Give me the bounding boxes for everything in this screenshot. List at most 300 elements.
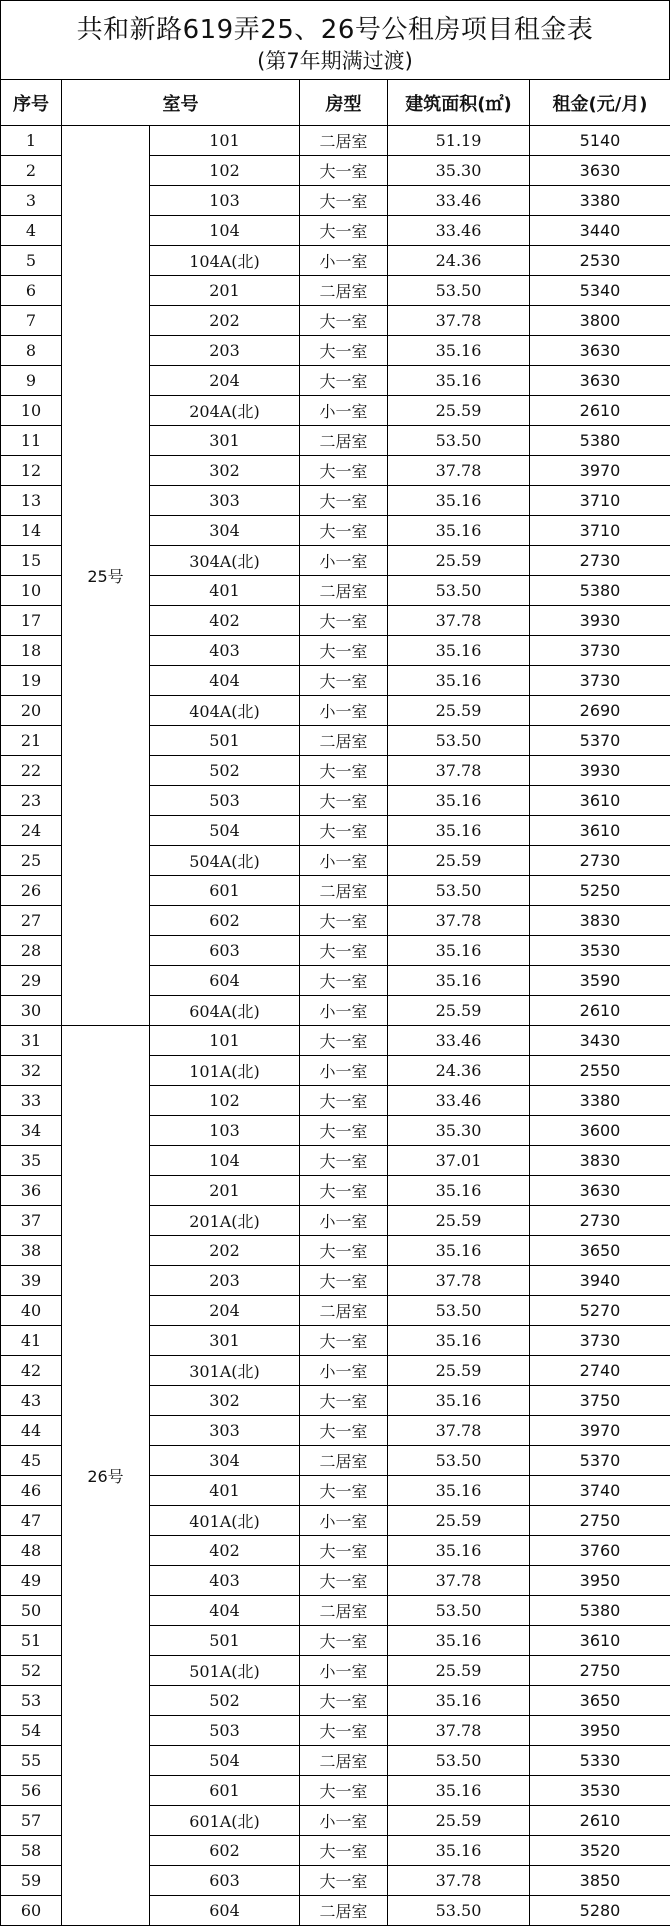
area-cell: 35.16	[388, 1836, 530, 1866]
room-cell: 503	[150, 1716, 300, 1746]
building-cell: 25号	[62, 126, 150, 1026]
area-cell: 35.16	[388, 1536, 530, 1566]
type-cell: 大一室	[300, 936, 388, 966]
rent-cell: 3650	[530, 1236, 670, 1266]
room-cell: 604	[150, 1896, 300, 1926]
room-cell: 403	[150, 1566, 300, 1596]
room-cell: 301	[150, 1326, 300, 1356]
seq-cell: 20	[1, 696, 62, 726]
room-cell: 201	[150, 276, 300, 306]
rent-cell: 5270	[530, 1296, 670, 1326]
area-cell: 35.30	[388, 1116, 530, 1146]
seq-cell: 49	[1, 1566, 62, 1596]
seq-cell: 8	[1, 336, 62, 366]
area-cell: 37.01	[388, 1146, 530, 1176]
area-cell: 24.36	[388, 1056, 530, 1086]
room-cell: 601	[150, 876, 300, 906]
rent-cell: 5250	[530, 876, 670, 906]
seq-cell: 33	[1, 1086, 62, 1116]
type-cell: 大一室	[300, 306, 388, 336]
type-cell: 大一室	[300, 1026, 388, 1056]
area-cell: 53.50	[388, 426, 530, 456]
type-cell: 大一室	[300, 666, 388, 696]
area-cell: 35.16	[388, 966, 530, 996]
seq-cell: 57	[1, 1806, 62, 1836]
room-cell: 402	[150, 606, 300, 636]
seq-cell: 30	[1, 996, 62, 1026]
seq-cell: 28	[1, 936, 62, 966]
room-cell: 201A(北)	[150, 1206, 300, 1236]
area-cell: 33.46	[388, 1026, 530, 1056]
room-cell: 603	[150, 936, 300, 966]
rent-table	[0, 79, 670, 1926]
room-cell: 404	[150, 666, 300, 696]
seq-cell: 10	[1, 576, 62, 606]
type-cell: 大一室	[300, 1716, 388, 1746]
type-cell: 大一室	[300, 156, 388, 186]
header-type: 房型	[300, 80, 388, 126]
area-cell: 25.59	[388, 1356, 530, 1386]
type-cell: 大一室	[300, 1686, 388, 1716]
rent-cell: 3610	[530, 1626, 670, 1656]
room-cell: 404	[150, 1596, 300, 1626]
rent-cell: 3930	[530, 606, 670, 636]
room-cell: 302	[150, 456, 300, 486]
area-cell: 35.16	[388, 1686, 530, 1716]
type-cell: 大一室	[300, 336, 388, 366]
area-cell: 37.78	[388, 1266, 530, 1296]
seq-cell: 46	[1, 1476, 62, 1506]
room-cell: 303	[150, 1416, 300, 1446]
area-cell: 53.50	[388, 276, 530, 306]
room-cell: 303	[150, 486, 300, 516]
type-cell: 小一室	[300, 996, 388, 1026]
seq-cell: 18	[1, 636, 62, 666]
area-cell: 35.16	[388, 1386, 530, 1416]
area-cell: 33.46	[388, 1086, 530, 1116]
type-cell: 大一室	[300, 1866, 388, 1896]
area-cell: 37.78	[388, 906, 530, 936]
area-cell: 53.50	[388, 1446, 530, 1476]
rent-cell: 3520	[530, 1836, 670, 1866]
area-cell: 35.16	[388, 366, 530, 396]
seq-cell: 34	[1, 1116, 62, 1146]
area-cell: 37.78	[388, 1566, 530, 1596]
rent-cell: 2690	[530, 696, 670, 726]
type-cell: 小一室	[300, 1806, 388, 1836]
seq-cell: 14	[1, 516, 62, 546]
table-row	[1, 126, 670, 156]
rent-cell: 5140	[530, 126, 670, 156]
rent-cell: 3610	[530, 816, 670, 846]
room-cell: 502	[150, 756, 300, 786]
type-cell: 二居室	[300, 276, 388, 306]
room-cell: 102	[150, 156, 300, 186]
room-cell: 202	[150, 1236, 300, 1266]
seq-cell: 50	[1, 1596, 62, 1626]
room-cell: 101	[150, 1026, 300, 1056]
area-cell: 25.59	[388, 1656, 530, 1686]
area-cell: 37.78	[388, 456, 530, 486]
area-cell: 53.50	[388, 1596, 530, 1626]
room-cell: 101A(北)	[150, 1056, 300, 1086]
type-cell: 大一室	[300, 486, 388, 516]
header-area: 建筑面积(㎡)	[388, 80, 530, 126]
rent-cell: 3440	[530, 216, 670, 246]
room-cell: 203	[150, 1266, 300, 1296]
seq-cell: 31	[1, 1026, 62, 1056]
seq-cell: 39	[1, 1266, 62, 1296]
area-cell: 37.78	[388, 606, 530, 636]
type-cell: 大一室	[300, 186, 388, 216]
type-cell: 大一室	[300, 216, 388, 246]
rent-cell: 2750	[530, 1656, 670, 1686]
seq-cell: 17	[1, 606, 62, 636]
seq-cell: 56	[1, 1776, 62, 1806]
rent-cell: 3710	[530, 516, 670, 546]
seq-cell: 51	[1, 1626, 62, 1656]
room-cell: 604A(北)	[150, 996, 300, 1026]
room-cell: 304	[150, 516, 300, 546]
area-cell: 35.16	[388, 486, 530, 516]
title-block	[0, 0, 670, 80]
room-cell: 202	[150, 306, 300, 336]
area-cell: 53.50	[388, 1296, 530, 1326]
table-row	[1, 1026, 670, 1056]
area-cell: 35.16	[388, 336, 530, 366]
page-title: 共和新路619弄25、26号公租房项目租金表	[76, 15, 594, 45]
type-cell: 大一室	[300, 606, 388, 636]
seq-cell: 13	[1, 486, 62, 516]
area-cell: 53.50	[388, 1896, 530, 1926]
room-cell: 401	[150, 576, 300, 606]
room-cell: 502	[150, 1686, 300, 1716]
seq-cell: 23	[1, 786, 62, 816]
seq-cell: 35	[1, 1146, 62, 1176]
rent-cell: 3610	[530, 786, 670, 816]
type-cell: 二居室	[300, 1896, 388, 1926]
rent-cell: 2750	[530, 1506, 670, 1536]
type-cell: 大一室	[300, 1776, 388, 1806]
room-cell: 601A(北)	[150, 1806, 300, 1836]
seq-cell: 2	[1, 156, 62, 186]
seq-cell: 52	[1, 1656, 62, 1686]
room-cell: 304	[150, 1446, 300, 1476]
seq-cell: 10	[1, 396, 62, 426]
rent-cell: 3600	[530, 1116, 670, 1146]
room-cell: 102	[150, 1086, 300, 1116]
room-cell: 404A(北)	[150, 696, 300, 726]
area-cell: 25.59	[388, 546, 530, 576]
type-cell: 大一室	[300, 1386, 388, 1416]
seq-cell: 38	[1, 1236, 62, 1266]
rent-cell: 3630	[530, 1176, 670, 1206]
area-cell: 35.16	[388, 1476, 530, 1506]
type-cell: 大一室	[300, 786, 388, 816]
type-cell: 大一室	[300, 1476, 388, 1506]
seq-cell: 7	[1, 306, 62, 336]
area-cell: 35.16	[388, 1776, 530, 1806]
room-cell: 203	[150, 336, 300, 366]
area-cell: 53.50	[388, 1746, 530, 1776]
room-cell: 504A(北)	[150, 846, 300, 876]
area-cell: 33.46	[388, 186, 530, 216]
header-room: 室号	[62, 80, 300, 126]
area-cell: 25.59	[388, 1806, 530, 1836]
rent-cell: 2530	[530, 246, 670, 276]
area-cell: 53.50	[388, 726, 530, 756]
area-cell: 25.59	[388, 1206, 530, 1236]
area-cell: 51.19	[388, 126, 530, 156]
room-cell: 104A(北)	[150, 246, 300, 276]
rent-cell: 5370	[530, 726, 670, 756]
room-cell: 103	[150, 186, 300, 216]
area-cell: 35.16	[388, 636, 530, 666]
rent-cell: 3730	[530, 636, 670, 666]
area-cell: 53.50	[388, 576, 530, 606]
type-cell: 大一室	[300, 456, 388, 486]
seq-cell: 1	[1, 126, 62, 156]
type-cell: 二居室	[300, 1746, 388, 1776]
type-cell: 大一室	[300, 816, 388, 846]
type-cell: 大一室	[300, 516, 388, 546]
seq-cell: 5	[1, 246, 62, 276]
seq-cell: 11	[1, 426, 62, 456]
rent-cell: 5280	[530, 1896, 670, 1926]
seq-cell: 21	[1, 726, 62, 756]
area-cell: 35.16	[388, 1236, 530, 1266]
room-cell: 301A(北)	[150, 1356, 300, 1386]
type-cell: 二居室	[300, 126, 388, 156]
type-cell: 二居室	[300, 426, 388, 456]
type-cell: 大一室	[300, 906, 388, 936]
type-cell: 大一室	[300, 966, 388, 996]
rent-cell: 3710	[530, 486, 670, 516]
room-cell: 401	[150, 1476, 300, 1506]
rent-cell: 3530	[530, 1776, 670, 1806]
type-cell: 大一室	[300, 1536, 388, 1566]
seq-cell: 29	[1, 966, 62, 996]
area-cell: 35.16	[388, 1326, 530, 1356]
rent-cell: 3730	[530, 666, 670, 696]
area-cell: 37.78	[388, 1866, 530, 1896]
header-row	[1, 80, 670, 126]
room-cell: 301	[150, 426, 300, 456]
area-cell: 35.16	[388, 816, 530, 846]
room-cell: 104	[150, 1146, 300, 1176]
type-cell: 小一室	[300, 546, 388, 576]
type-cell: 大一室	[300, 1116, 388, 1146]
room-cell: 204	[150, 1296, 300, 1326]
rent-cell: 3380	[530, 186, 670, 216]
room-cell: 602	[150, 906, 300, 936]
seq-cell: 3	[1, 186, 62, 216]
type-cell: 大一室	[300, 1086, 388, 1116]
seq-cell: 4	[1, 216, 62, 246]
rent-cell: 3430	[530, 1026, 670, 1056]
seq-cell: 43	[1, 1386, 62, 1416]
rent-cell: 3830	[530, 1146, 670, 1176]
type-cell: 大一室	[300, 1626, 388, 1656]
area-cell: 33.46	[388, 216, 530, 246]
room-cell: 204	[150, 366, 300, 396]
seq-cell: 45	[1, 1446, 62, 1476]
rent-cell: 3970	[530, 456, 670, 486]
seq-cell: 19	[1, 666, 62, 696]
room-cell: 604	[150, 966, 300, 996]
rent-cell: 2730	[530, 1206, 670, 1236]
header-rent: 租金(元/月)	[530, 80, 670, 126]
seq-cell: 37	[1, 1206, 62, 1236]
type-cell: 二居室	[300, 576, 388, 606]
seq-cell: 48	[1, 1536, 62, 1566]
area-cell: 35.30	[388, 156, 530, 186]
type-cell: 小一室	[300, 1656, 388, 1686]
type-cell: 大一室	[300, 1176, 388, 1206]
page-subtitle: (第7年期满过渡)	[257, 49, 413, 73]
seq-cell: 42	[1, 1356, 62, 1386]
area-cell: 25.59	[388, 996, 530, 1026]
type-cell: 小一室	[300, 396, 388, 426]
rent-cell: 5340	[530, 276, 670, 306]
rent-cell: 2740	[530, 1356, 670, 1386]
type-cell: 大一室	[300, 1326, 388, 1356]
seq-cell: 40	[1, 1296, 62, 1326]
area-cell: 25.59	[388, 846, 530, 876]
area-cell: 37.78	[388, 1716, 530, 1746]
rent-cell: 5380	[530, 576, 670, 606]
seq-cell: 22	[1, 756, 62, 786]
room-cell: 403	[150, 636, 300, 666]
room-cell: 603	[150, 1866, 300, 1896]
rent-cell: 3650	[530, 1686, 670, 1716]
type-cell: 大一室	[300, 1836, 388, 1866]
type-cell: 二居室	[300, 726, 388, 756]
rent-cell: 2550	[530, 1056, 670, 1086]
seq-cell: 54	[1, 1716, 62, 1746]
area-cell: 25.59	[388, 1506, 530, 1536]
rent-cell: 3380	[530, 1086, 670, 1116]
room-cell: 204A(北)	[150, 396, 300, 426]
type-cell: 大一室	[300, 366, 388, 396]
rent-cell: 5380	[530, 426, 670, 456]
type-cell: 小一室	[300, 696, 388, 726]
area-cell: 35.16	[388, 936, 530, 966]
room-cell: 302	[150, 1386, 300, 1416]
rent-cell: 3850	[530, 1866, 670, 1896]
type-cell: 小一室	[300, 846, 388, 876]
area-cell: 35.16	[388, 786, 530, 816]
room-cell: 103	[150, 1116, 300, 1146]
seq-cell: 60	[1, 1896, 62, 1926]
area-cell: 37.78	[388, 1416, 530, 1446]
rent-cell: 5370	[530, 1446, 670, 1476]
type-cell: 大一室	[300, 636, 388, 666]
rent-cell: 5330	[530, 1746, 670, 1776]
room-cell: 601	[150, 1776, 300, 1806]
area-cell: 53.50	[388, 876, 530, 906]
area-cell: 35.16	[388, 1176, 530, 1206]
room-cell: 401A(北)	[150, 1506, 300, 1536]
rent-cell: 3630	[530, 366, 670, 396]
seq-cell: 59	[1, 1866, 62, 1896]
seq-cell: 32	[1, 1056, 62, 1086]
rent-cell: 2610	[530, 996, 670, 1026]
seq-cell: 12	[1, 456, 62, 486]
rent-cell: 3800	[530, 306, 670, 336]
type-cell: 大一室	[300, 1266, 388, 1296]
area-cell: 25.59	[388, 396, 530, 426]
room-cell: 501	[150, 726, 300, 756]
type-cell: 二居室	[300, 1446, 388, 1476]
type-cell: 大一室	[300, 1146, 388, 1176]
area-cell: 35.16	[388, 516, 530, 546]
type-cell: 大一室	[300, 1236, 388, 1266]
rent-cell: 3750	[530, 1386, 670, 1416]
seq-cell: 47	[1, 1506, 62, 1536]
rent-cell: 3950	[530, 1566, 670, 1596]
type-cell: 二居室	[300, 1296, 388, 1326]
table-body	[1, 126, 670, 1926]
room-cell: 501	[150, 1626, 300, 1656]
rent-cell: 2610	[530, 1806, 670, 1836]
rent-cell: 2730	[530, 546, 670, 576]
header-seq: 序号	[1, 80, 62, 126]
rent-cell: 3830	[530, 906, 670, 936]
seq-cell: 36	[1, 1176, 62, 1206]
rent-cell: 3590	[530, 966, 670, 996]
seq-cell: 26	[1, 876, 62, 906]
rent-cell: 3630	[530, 336, 670, 366]
area-cell: 25.59	[388, 696, 530, 726]
seq-cell: 55	[1, 1746, 62, 1776]
area-cell: 37.78	[388, 756, 530, 786]
rent-cell: 3970	[530, 1416, 670, 1446]
area-cell: 35.16	[388, 1626, 530, 1656]
rent-cell: 3530	[530, 936, 670, 966]
room-cell: 104	[150, 216, 300, 246]
type-cell: 大一室	[300, 1566, 388, 1596]
rent-cell: 3740	[530, 1476, 670, 1506]
room-cell: 501A(北)	[150, 1656, 300, 1686]
room-cell: 504	[150, 1746, 300, 1776]
area-cell: 37.78	[388, 306, 530, 336]
room-cell: 402	[150, 1536, 300, 1566]
type-cell: 大一室	[300, 1416, 388, 1446]
building-cell: 26号	[62, 1026, 150, 1926]
area-cell: 35.16	[388, 666, 530, 696]
seq-cell: 58	[1, 1836, 62, 1866]
rent-cell: 5380	[530, 1596, 670, 1626]
rent-cell: 3930	[530, 756, 670, 786]
room-cell: 201	[150, 1176, 300, 1206]
type-cell: 大一室	[300, 756, 388, 786]
rent-cell: 3760	[530, 1536, 670, 1566]
seq-cell: 6	[1, 276, 62, 306]
room-cell: 304A(北)	[150, 546, 300, 576]
rent-cell: 3630	[530, 156, 670, 186]
rent-cell: 2730	[530, 846, 670, 876]
rent-cell: 2610	[530, 396, 670, 426]
seq-cell: 44	[1, 1416, 62, 1446]
seq-cell: 24	[1, 816, 62, 846]
seq-cell: 53	[1, 1686, 62, 1716]
type-cell: 小一室	[300, 1206, 388, 1236]
type-cell: 二居室	[300, 1596, 388, 1626]
seq-cell: 15	[1, 546, 62, 576]
rent-cell: 3730	[530, 1326, 670, 1356]
room-cell: 101	[150, 126, 300, 156]
